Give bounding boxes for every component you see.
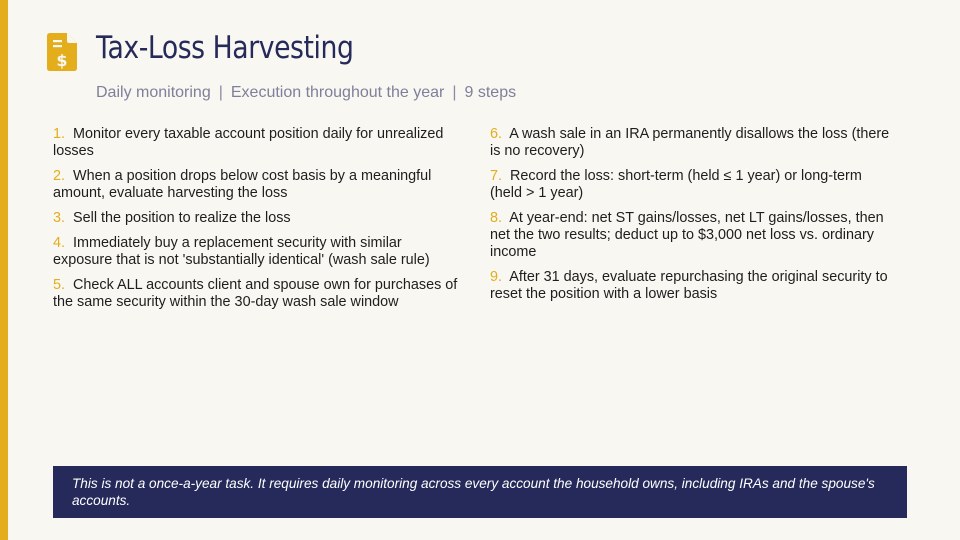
step-number: 7. (490, 168, 503, 184)
step-text: Check ALL accounts client and spouse own for purchases of the same security within the 30-day wash sale window (53, 277, 458, 310)
step-text: Sell the position to realize the loss (73, 210, 291, 226)
step-item (490, 210, 895, 261)
step-item (53, 126, 463, 160)
step-item (490, 269, 895, 303)
step-item (53, 235, 463, 269)
subtitle-timing: Execution throughout the year (230, 84, 445, 101)
step-number: 2. (53, 168, 66, 184)
svg-text:$: $ (56, 51, 68, 70)
step-text: At year-end: net ST gains/losses, net LT gains/losses, then net the two results; deduct up to $3,000 net loss vs. ordinary income (490, 210, 884, 260)
subtitle-separator: | (452, 84, 457, 101)
step-number: 9. (490, 269, 503, 285)
step-item (53, 277, 463, 311)
step-number: 5. (53, 277, 66, 293)
page-title: Tax-Loss Harvesting (96, 30, 354, 66)
accent-bar (0, 0, 8, 540)
step-text: Record the loss: short-term (held ≤ 1 year) or long-term (held > 1 year) (490, 168, 862, 201)
step-item (53, 210, 463, 227)
document-dollar-icon (47, 33, 77, 71)
step-text: When a position drops below cost basis by a meaningful amount, evaluate harvesting the loss (53, 168, 432, 201)
step-number: 6. (490, 126, 503, 142)
step-number: 1. (53, 126, 66, 142)
step-number: 4. (53, 235, 66, 251)
step-text: Monitor every taxable account position daily for unrealized losses (53, 126, 444, 159)
step-item (490, 168, 895, 202)
callout-box: This is not a once-a-year task. It requires daily monitoring across every account the household owns, including IRAs and the spouse's accounts. (53, 466, 907, 518)
step-number: 8. (490, 210, 503, 226)
step-item (490, 126, 895, 160)
subtitle-frequency: Daily monitoring (96, 84, 211, 101)
steps-column-right (490, 126, 895, 311)
page-subtitle (96, 84, 516, 102)
step-number: 3. (53, 210, 66, 226)
subtitle-separator: | (218, 84, 223, 101)
steps-column-left (53, 126, 463, 319)
step-text: After 31 days, evaluate repurchasing the original security to reset the position with a lower basis (490, 269, 888, 302)
step-item (53, 168, 463, 202)
step-text: Immediately buy a replacement security with similar exposure that is not 'substantially identical' (wash sale rule) (53, 235, 430, 268)
step-text: A wash sale in an IRA permanently disallows the loss (there is no recovery) (490, 126, 890, 159)
subtitle-step-count: 9 steps (464, 84, 517, 101)
